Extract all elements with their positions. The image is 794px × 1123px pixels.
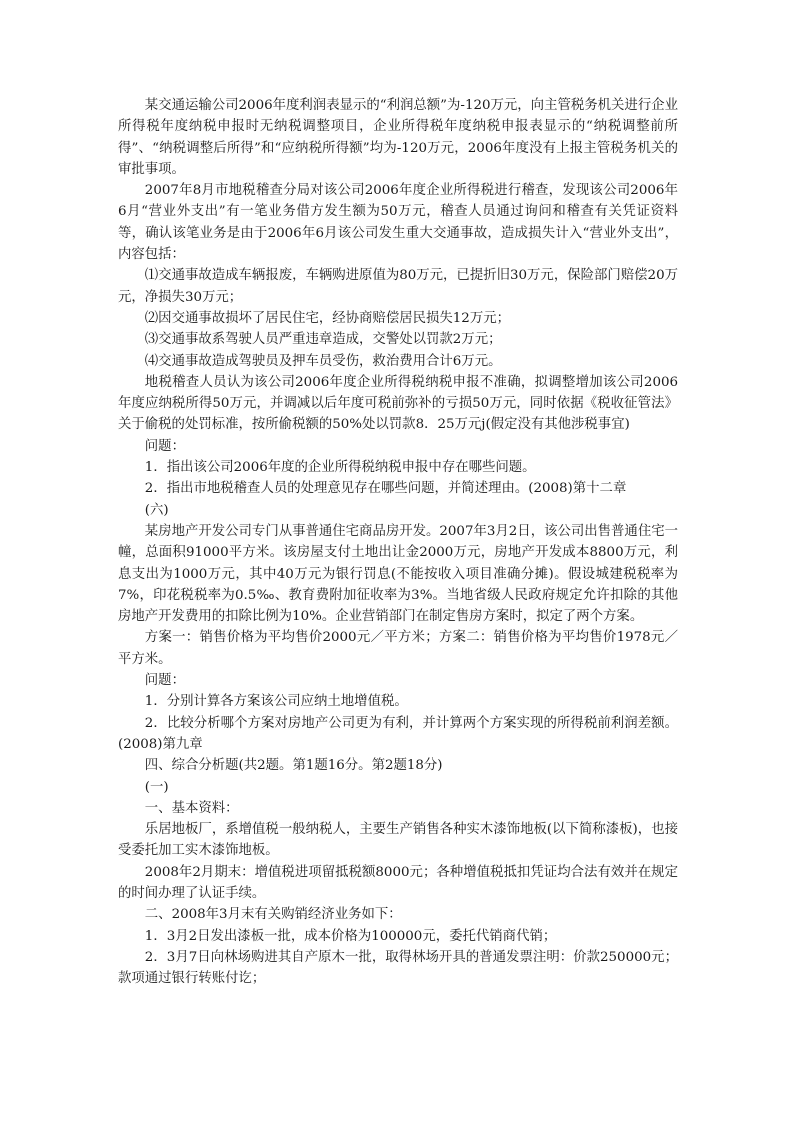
paragraph-question-1: 1．指出该公司2006年度的企业所得税纳税申报中存在哪些问题。	[144, 460, 536, 476]
paragraph-transaction-1: 1．3月2日发出漆板一批，成本价格为100000元，委托代销商代销；	[144, 928, 557, 944]
paragraph-questions-heading: 问题：	[144, 438, 185, 454]
document-body	[118, 95, 678, 989]
paragraph-questions-heading-2: 问题：	[144, 673, 185, 689]
paragraph-company-intro: 乐居地板厂，系增值税一般纳税人，主要生产销售各种实木漆饰地板(以下简称漆板)，也接受委托加工实木漆饰地板。	[118, 822, 678, 859]
paragraph-item-2: ⑵因交通事故损坏了居民住宅，经协商赔偿居民损失12万元；	[144, 310, 510, 326]
paragraph-item-4: ⑷交通事故造成驾驶员及押车员受伤，救治费用合计6万元。	[144, 353, 502, 369]
paragraph-item-3: ⑶交通事故系驾驶人员严重违章造成，交警处以罚款2万元；	[144, 332, 502, 348]
paragraph-feb-period-end: 2008年2月期末：增值税进项留抵税额8000元；各种增值税抵扣凭证均合法有效并在规定的时间办理了认证手续。	[118, 864, 678, 901]
paragraph-transaction-2: 2．3月7日向林场购进其自产原木一批，取得林场开具的普通发票注明：价款250000元；款项通过银行转账付讫；	[118, 949, 678, 987]
paragraph-item-1: ⑴交通事故造成车辆报废，车辆购进原值为80万元，已提折旧30万元，保险部门赔偿20万元，净损失30万元；	[118, 268, 678, 305]
paragraph-question-2: 2．指出市地税稽查人员的处理意见存在哪些问题，并简述理由。(2008)第十二章	[144, 481, 627, 497]
paragraph-case2-question-2: 2．比较分析哪个方案对房地产公司更为有利，并计算两个方案实现的所得税前利润差额。(2008)第九章	[118, 715, 678, 752]
paragraph-case1-background: 某交通运输公司2006年度利润表显示的“利润总额”为-120万元，向主管税务机关进行企业所得税年度纳税申报时无纳税调整项目，企业所得税年度纳税申报表显示的“纳税调整前所得”、“纳税调整后所得”和“应纳税所得额”均为-120万元，2006年度没有上报主管税务机关的审批事项。	[118, 98, 678, 177]
paragraph-march-transactions-heading: 二、2008年3月末有关购销经济业务如下：	[144, 907, 402, 923]
paragraph-section-6: (六)	[144, 502, 169, 518]
paragraph-part4-heading: 四、综合分析题(共2题。第1题16分。第2题18分)	[144, 758, 443, 774]
paragraph-case2-question-1: 1．分别计算各方案该公司应纳土地增值税。	[144, 694, 408, 710]
paragraph-section-1: (一)	[144, 779, 169, 795]
paragraph-case1-audit: 2007年8月市地税稽查分局对该公司2006年度企业所得税进行稽查，发现该公司2006年6月“营业外支出”有一笔业务借方发生额为50万元，稽查人员通过询问和稽查有关凭证资料等，确认该笔业务是由于2006年6月该公司发生重大交通事故，造成损失计入“营业外支出”，内容包括：	[118, 183, 678, 263]
paragraph-case2-background: 某房地产开发公司专门从事普通住宅商品房开发。2007年3月2日，该公司出售普通住宅一幢，总面积91000平方米。该房屋支付土地出让金2000万元，房地产开发成本8800万元，利息支出为1000万元，其中40万元为银行罚息(不能按收入项目准确分摊)。假设城建税税率为7%，印花税税率为0.5‰、教育费附加征收率为3%。当地省级人民政府规定允许扣除的其他房地产开发费用的扣除比例为10%。企业营销部门在制定售房方案时，拟定了两个方案。	[118, 523, 678, 625]
paragraph-auditor-opinion: 地税稽查人员认为该公司2006年度企业所得税纳税申报不准确，拟调整增加该公司2006年度应纳税所得50万元，并调减以后年度可税前弥补的亏损50万元，同时依据《税收征管法》关于偷税的处罚标准，按所偷税额的50%处以罚款8．25万元j(假定没有其他涉税事宜)	[118, 374, 678, 433]
paragraph-case2-options: 方案一：销售价格为平均售价2000元／平方米；方案二：销售价格为平均售价1978元／平方米。	[118, 630, 678, 667]
paragraph-basic-info-heading: 一、基本资料：	[144, 800, 239, 816]
